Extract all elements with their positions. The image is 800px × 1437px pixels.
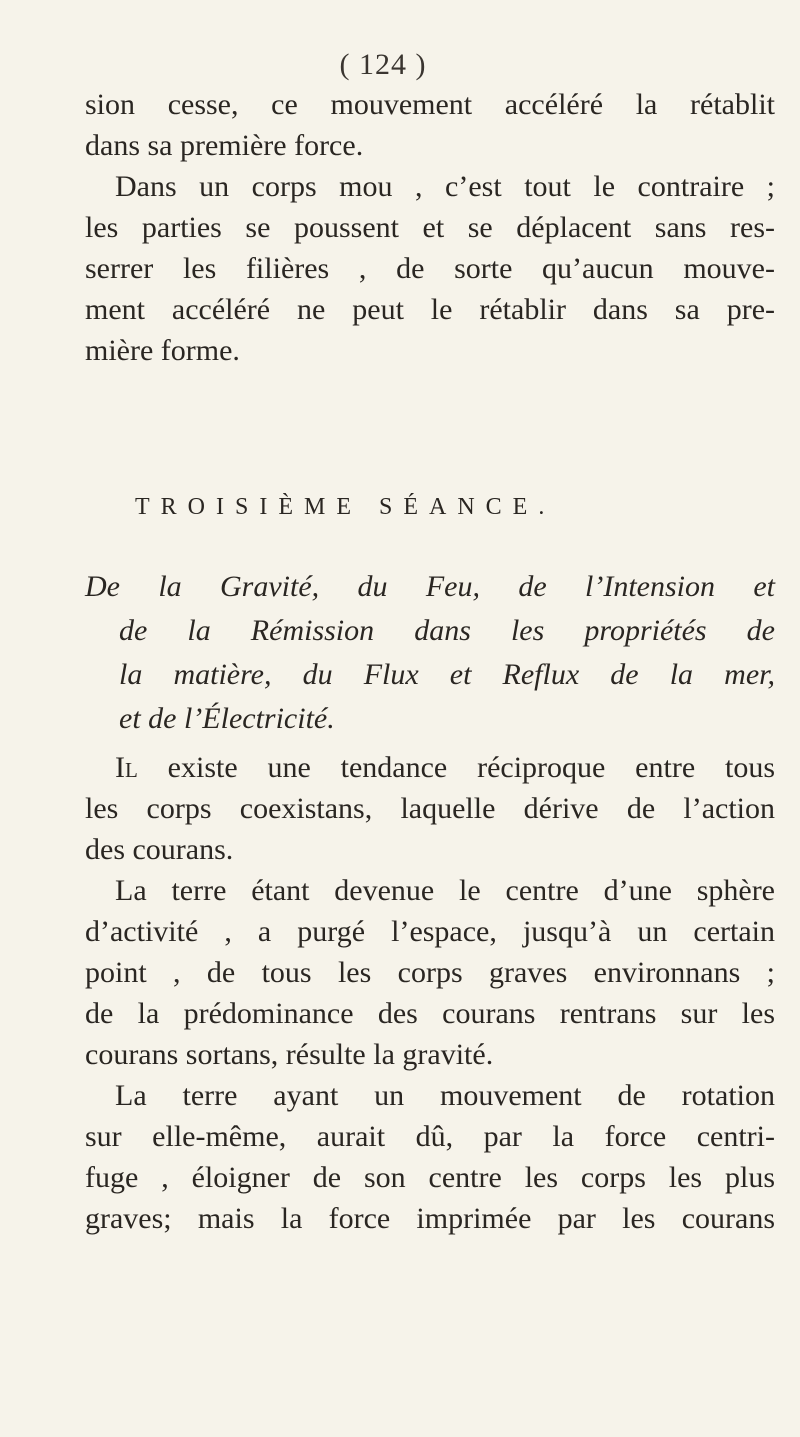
- section-heading: TROISIÈME SÉANCE.: [135, 494, 556, 520]
- text-line: fuge , éloigner de son centre les corps les plus: [85, 1161, 775, 1194]
- text-line: de la prédominance des courans rentrans sur les: [85, 997, 775, 1030]
- text-line: La terre étant devenue le centre d’une sphère: [115, 874, 775, 907]
- text-line: sion cesse, ce mouvement accéléré la rétablit: [85, 88, 775, 121]
- paragraph-terre-centre: [85, 870, 775, 1075]
- text-line: ment accéléré ne peut le rétablir dans sa pre-: [85, 293, 775, 326]
- paragraph-rotation: [85, 1075, 775, 1239]
- text-line: des courans.: [85, 833, 234, 866]
- paragraph-corps-mou: [85, 166, 775, 371]
- text-line: d’activité , a purgé l’espace, jusqu’à un certain: [85, 915, 775, 948]
- subtitle-line: et de l’Électricité.: [119, 702, 335, 735]
- text-line: [85, 747, 775, 788]
- text-line: les parties se poussent et se déplacent sans res-: [85, 211, 775, 244]
- text-line: mière forme.: [85, 334, 240, 367]
- text-line: La terre ayant un mouvement de rotation: [115, 1079, 775, 1112]
- text-line: Dans un corps mou , c’est tout le contraire ;: [115, 170, 775, 203]
- page-number: ( 124 ): [339, 48, 427, 81]
- text-line: les corps coexistans, laquelle dérive de l’action: [85, 792, 775, 825]
- text-line: courans sortans, résulte la gravité.: [85, 1038, 494, 1071]
- text-line: dans sa première force.: [85, 129, 364, 162]
- text-line-rest: existe une tendance réciproque entre tous: [137, 751, 775, 784]
- paragraph-continuation: [85, 84, 775, 166]
- drop-word: Il: [115, 751, 138, 784]
- text-line: sur elle-même, aurait dû, par la force centri-: [85, 1120, 775, 1153]
- subtitle-line: De la Gravité, du Feu, de l’Intension et: [85, 570, 775, 603]
- section-subtitle: [85, 565, 775, 741]
- text-line: point , de tous les corps graves environnans ;: [85, 956, 775, 989]
- text-line: graves; mais la force imprimée par les courans: [85, 1202, 775, 1235]
- text-line: serrer les filières , de sorte qu’aucun mouve-: [85, 252, 775, 285]
- paragraph-tendance: [85, 747, 775, 870]
- subtitle-line: la matière, du Flux et Reflux de la mer,: [119, 658, 775, 691]
- subtitle-line: de la Rémission dans les propriétés de: [119, 614, 775, 647]
